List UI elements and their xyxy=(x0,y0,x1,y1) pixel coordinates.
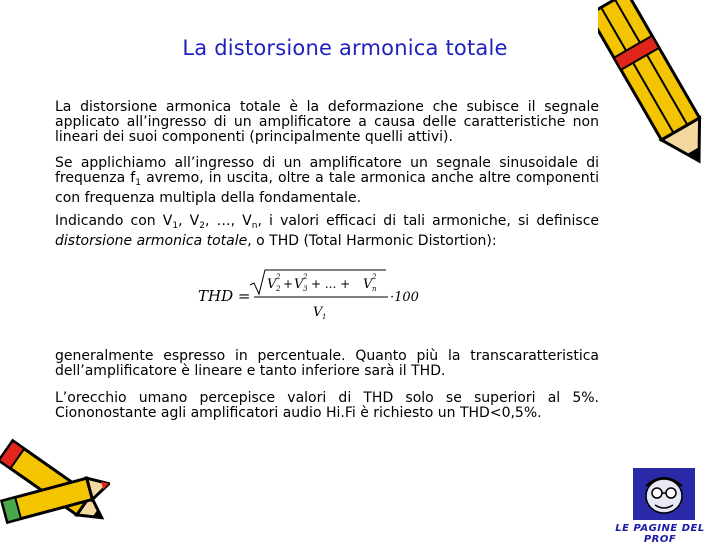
formula-plus: + xyxy=(283,277,294,291)
formula-mult: ·100 xyxy=(390,290,419,305)
pencil-pair-icon xyxy=(0,435,110,540)
professor-logo-icon xyxy=(633,468,695,520)
formula-v3-sub: 3 xyxy=(303,285,308,293)
formula-v2-sq: 2 xyxy=(276,273,281,281)
text-fragment: , …, V xyxy=(205,213,252,229)
paragraph-text: generalmente espresso in percentuale. Quanto più la transcaratteristica dell’amplificatore è lineare e tanto inferiore sarà il THD. xyxy=(55,348,599,379)
logo-caption: LE PAGINE DEL PROF xyxy=(615,523,705,545)
formula-lhs: THD = xyxy=(198,287,251,305)
paragraph-text: La distorsione armonica totale è la deformazione che subisce il segnale applicato all’ingresso di un amplificatore a causa delle caratteristiche non lineari dei suoi componenti (principalmente quelli attivi). xyxy=(55,99,599,145)
text-fragment: , o THD (Total Harmonic Distortion): xyxy=(247,233,497,249)
text-fragment: Indicando con V xyxy=(55,213,173,229)
subscript: 1 xyxy=(172,221,179,231)
formula-vn-sub: n xyxy=(372,285,377,293)
pencil-icon xyxy=(598,0,720,175)
paragraph-human-ear xyxy=(55,391,599,421)
paragraph-thd-definition xyxy=(55,214,599,249)
subscript: 1 xyxy=(135,178,141,188)
paragraph-sinusoidal xyxy=(55,156,599,206)
subscript: n xyxy=(251,221,258,231)
text-fragment: , V xyxy=(178,213,200,229)
text-fragment: , i valori efficaci di tali armoniche, si definisce xyxy=(257,213,600,229)
formula-vn: V xyxy=(363,277,373,292)
formula-v2-sub: 2 xyxy=(276,285,281,293)
thd-formula xyxy=(198,263,428,323)
formula-v1: V xyxy=(313,305,323,320)
formula-v2: V xyxy=(267,277,277,292)
formula-vn-sq: 2 xyxy=(372,273,377,281)
paragraph-percentual xyxy=(55,349,599,379)
text-fragment: Se applichiamo all’ingresso di un amplificatore un segnale sinusoidale di frequenza f xyxy=(55,155,599,186)
subscript: 2 xyxy=(199,221,205,231)
paragraph-definition xyxy=(55,100,599,145)
formula-dots: + ... + xyxy=(311,277,351,291)
formula-v1-sub: 1 xyxy=(322,313,327,321)
emphasis-term: distorsione armonica totale xyxy=(55,233,248,249)
text-fragment: avremo, in uscita, oltre a tale armonica anche altre componenti con frequenza multipla della fondamentale. xyxy=(55,170,599,206)
paragraph-text: L’orecchio umano percepisce valori di THD solo se superiori al 5%. Ciononostante agli amplificatori audio Hi.Fi è richiesto un THD<0,5%. xyxy=(55,390,599,421)
formula-v3: V xyxy=(294,277,304,292)
formula-v3-sq: 2 xyxy=(303,273,308,281)
page-title: La distorsione armonica totale xyxy=(182,36,508,60)
